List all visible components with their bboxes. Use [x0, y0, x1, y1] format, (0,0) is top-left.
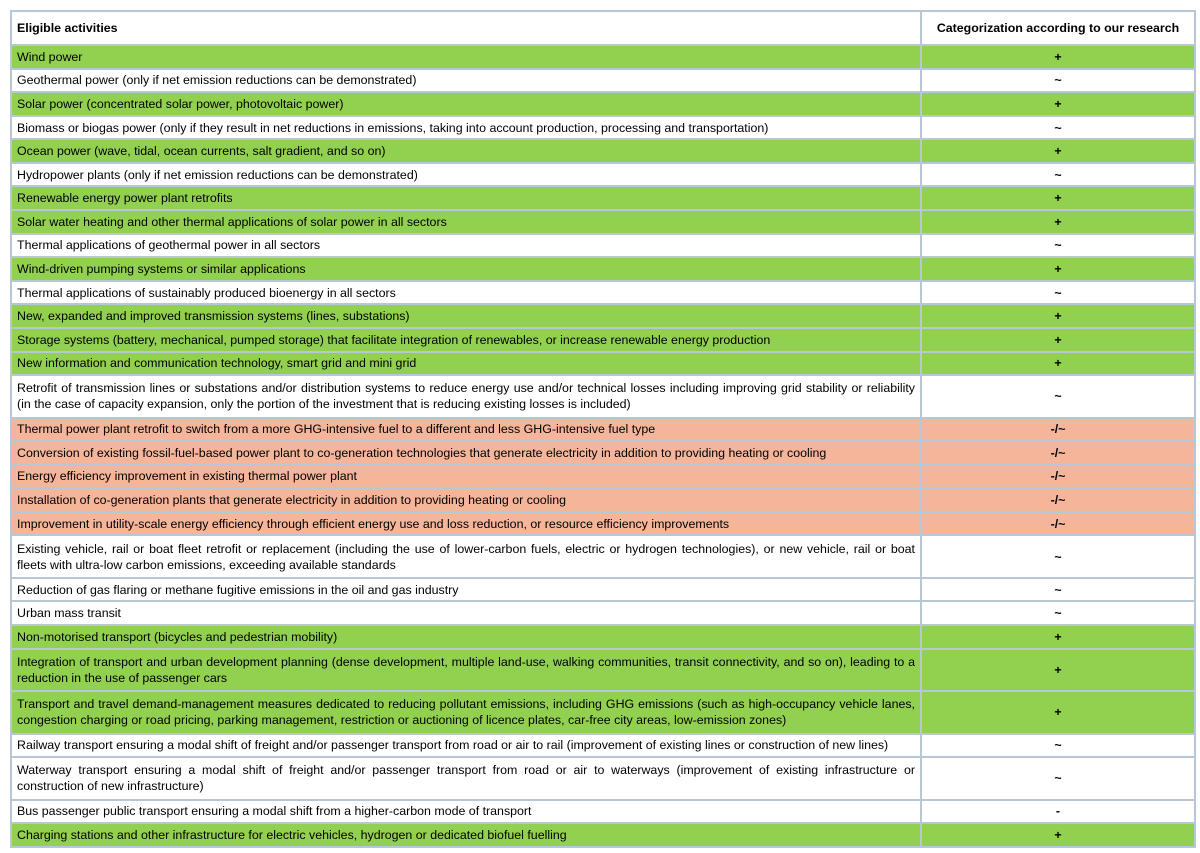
table-row: [11, 304, 1195, 328]
table-row: [11, 375, 1195, 417]
table-row: [11, 210, 1195, 234]
activity-cell: Installation of co-generation plants that generate electricity in addition to providing heating or cooling: [11, 488, 921, 512]
category-cell: +: [921, 328, 1195, 352]
activity-cell: Wind power: [11, 45, 921, 69]
table-row: [11, 418, 1195, 442]
activity-cell: Wind-driven pumping systems or similar applications: [11, 257, 921, 281]
table-row: [11, 186, 1195, 210]
table-row: [11, 441, 1195, 465]
table-row: [11, 512, 1195, 536]
category-cell: -/~: [921, 512, 1195, 536]
table-row: [11, 734, 1195, 758]
activity-cell: Integration of transport and urban development planning (dense development, multiple land-use, walking communities, transit connectivity, and so on), leading to a reduction in the use of passenger cars: [11, 649, 921, 691]
category-cell: -/~: [921, 465, 1195, 489]
activity-cell: Biomass or biogas power (only if they result in net reductions in emissions, taking into account production, processing and transportation): [11, 116, 921, 140]
category-cell: +: [921, 649, 1195, 691]
activity-cell: Bus passenger public transport ensuring a modal shift from a higher-carbon mode of transport: [11, 800, 921, 824]
activity-cell: Conversion of existing fossil-fuel-based power plant to co-generation technologies that generate electricity in addition to providing heating or cooling: [11, 441, 921, 465]
category-cell: ~: [921, 757, 1195, 799]
activity-cell: New, expanded and improved transmission systems (lines, substations): [11, 304, 921, 328]
category-cell: +: [921, 92, 1195, 116]
category-cell: +: [921, 352, 1195, 376]
table-row: [11, 45, 1195, 69]
eligible-activities-table: [10, 10, 1196, 848]
category-cell: ~: [921, 734, 1195, 758]
activity-cell: Reduction of gas flaring or methane fugitive emissions in the oil and gas industry: [11, 578, 921, 602]
category-cell: ~: [921, 535, 1195, 577]
category-cell: ~: [921, 234, 1195, 258]
table-row: [11, 234, 1195, 258]
activity-cell: Urban mass transit: [11, 601, 921, 625]
activity-cell: Transport and travel demand-management measures dedicated to reducing pollutant emissions, including GHG emissions (such as high-occupancy vehicle lanes, congestion charging or road pricing, parking management, restriction or auctioning of licence plates, car-free city areas, low-emission zones): [11, 691, 921, 733]
activity-cell: Railway transport ensuring a modal shift of freight and/or passenger transport from road or air to rail (improvement of existing lines or construction of new lines): [11, 734, 921, 758]
activity-cell: Non-motorised transport (bicycles and pedestrian mobility): [11, 625, 921, 649]
activity-cell: Energy efficiency improvement in existing thermal power plant: [11, 465, 921, 489]
table-row: [11, 352, 1195, 376]
table-row: [11, 601, 1195, 625]
activity-cell: Improvement in utility-scale energy efficiency through efficient energy use and loss reduction, or resource efficiency improvements: [11, 512, 921, 536]
category-cell: ~: [921, 281, 1195, 305]
category-cell: ~: [921, 116, 1195, 140]
category-cell: +: [921, 45, 1195, 69]
category-cell: -/~: [921, 418, 1195, 442]
category-cell: ~: [921, 601, 1195, 625]
table-row: [11, 535, 1195, 577]
category-cell: -/~: [921, 488, 1195, 512]
category-cell: +: [921, 823, 1195, 847]
table-row: [11, 281, 1195, 305]
activity-cell: Geothermal power (only if net emission reductions can be demonstrated): [11, 69, 921, 93]
category-cell: +: [921, 625, 1195, 649]
table-row: [11, 69, 1195, 93]
table-header-row: [11, 11, 1195, 45]
table-row: [11, 328, 1195, 352]
category-cell: +: [921, 210, 1195, 234]
activity-cell: Solar power (concentrated solar power, photovoltaic power): [11, 92, 921, 116]
category-cell: +: [921, 304, 1195, 328]
table-row: [11, 139, 1195, 163]
table-row: [11, 257, 1195, 281]
category-cell: +: [921, 691, 1195, 733]
table-row: [11, 757, 1195, 799]
table-row: [11, 92, 1195, 116]
category-cell: ~: [921, 578, 1195, 602]
table-row: [11, 691, 1195, 733]
activity-cell: Existing vehicle, rail or boat fleet retrofit or replacement (including the use of lower-carbon fuels, electric or hydrogen technologies), or new vehicle, rail or boat fleets with ultra-low carbon emissions, exceeding available standards: [11, 535, 921, 577]
activity-cell: Charging stations and other infrastructure for electric vehicles, hydrogen or dedicated biofuel fuelling: [11, 823, 921, 847]
activity-cell: Ocean power (wave, tidal, ocean currents, salt gradient, and so on): [11, 139, 921, 163]
activity-cell: Solar water heating and other thermal applications of solar power in all sectors: [11, 210, 921, 234]
activity-cell: New information and communication technology, smart grid and mini grid: [11, 352, 921, 376]
table-row: [11, 488, 1195, 512]
category-cell: +: [921, 257, 1195, 281]
header-categorization: Categorization according to our research: [921, 11, 1195, 45]
table-row: [11, 163, 1195, 187]
activity-cell: Waterway transport ensuring a modal shift of freight and/or passenger transport from road or air to waterways (improvement of existing infrastructure or construction of new infrastructure): [11, 757, 921, 799]
table-row: [11, 823, 1195, 847]
activity-cell: Thermal applications of sustainably produced bioenergy in all sectors: [11, 281, 921, 305]
activity-cell: Renewable energy power plant retrofits: [11, 186, 921, 210]
category-cell: ~: [921, 163, 1195, 187]
table-row: [11, 465, 1195, 489]
header-eligible-activities: Eligible activities: [11, 11, 921, 45]
table-row: [11, 578, 1195, 602]
table-row: [11, 625, 1195, 649]
category-cell: -: [921, 800, 1195, 824]
category-cell: -/~: [921, 441, 1195, 465]
activities-table-container: [10, 10, 1194, 848]
table-row: [11, 800, 1195, 824]
activity-cell: Hydropower plants (only if net emission reductions can be demonstrated): [11, 163, 921, 187]
category-cell: +: [921, 139, 1195, 163]
category-cell: ~: [921, 69, 1195, 93]
category-cell: ~: [921, 375, 1195, 417]
activity-cell: Storage systems (battery, mechanical, pumped storage) that facilitate integration of renewables, or increase renewable energy production: [11, 328, 921, 352]
activity-cell: Thermal power plant retrofit to switch from a more GHG-intensive fuel to a different and less GHG-intensive fuel type: [11, 418, 921, 442]
activity-cell: Thermal applications of geothermal power in all sectors: [11, 234, 921, 258]
table-row: [11, 649, 1195, 691]
table-row: [11, 116, 1195, 140]
activity-cell: Retrofit of transmission lines or substations and/or distribution systems to reduce energy use and/or technical losses including improving grid stability or reliability (in the case of capacity expansion, only the portion of the investment that is reducing existing losses is included): [11, 375, 921, 417]
category-cell: +: [921, 186, 1195, 210]
